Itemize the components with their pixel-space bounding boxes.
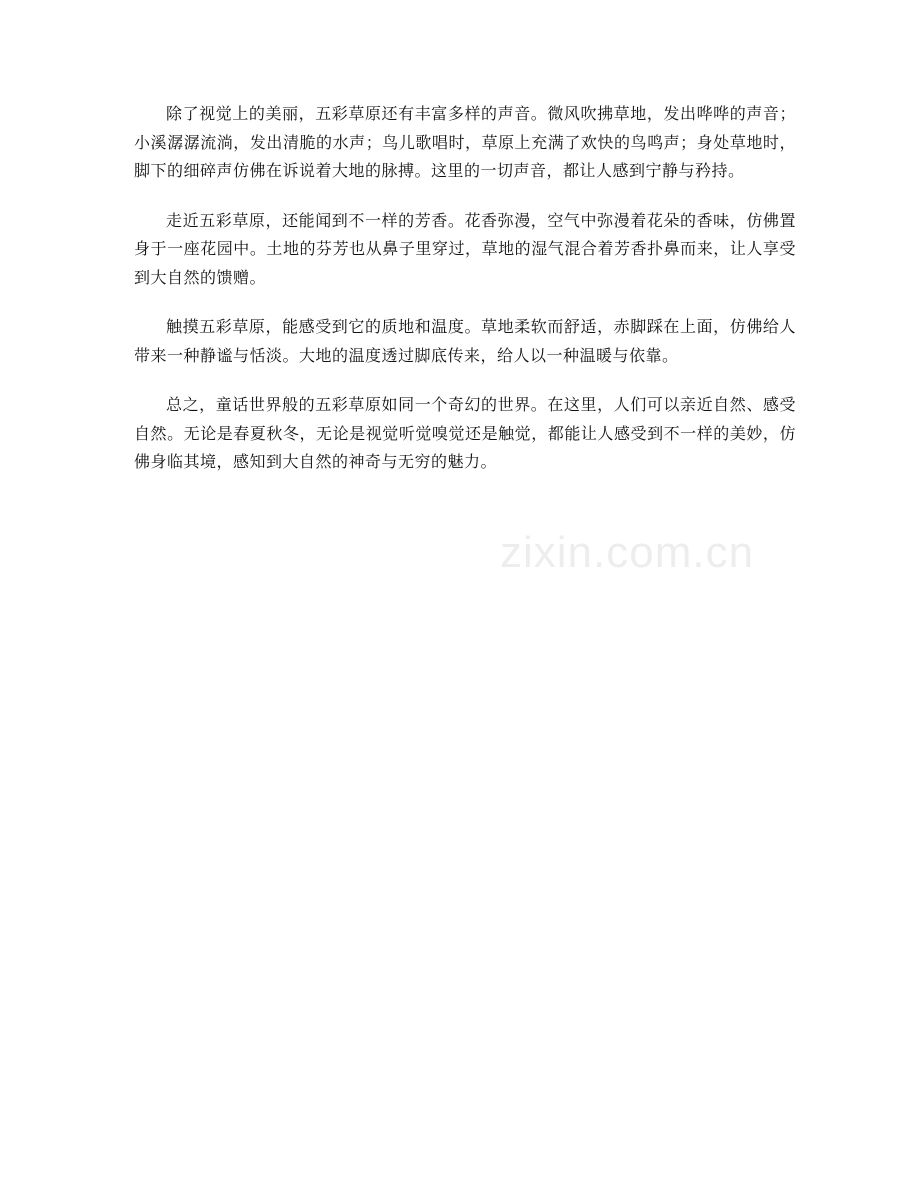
paragraph-touch: 触摸五彩草原，能感受到它的质地和温度。草地柔软而舒适，赤脚踩在上面，仿佛给人带来一种静谧与恬淡。大地的温度透过脚底传来，给人以一种温暖与依靠。: [134, 317, 796, 365]
paragraph-sounds: 除了视觉上的美丽，五彩草原还有丰富多样的声音。微风吹拂草地，发出哗哗的声音；小溪潺潺流淌，发出清脆的水声；鸟儿歌唱时，草原上充满了欢快的鸟鸣声；身处草地时，脚下的细碎声仿佛在诉说着大地的脉搏。这里的一切声音，都让人感到宁静与矜持。: [134, 104, 796, 180]
paragraph-fragrance: 走近五彩草原，还能闻到不一样的芳香。花香弥漫，空气中弥漫着花朵的香味，仿佛置身于一座花园中。土地的芬芳也从鼻子里穿过，草地的湿气混合着芳香扑鼻而来，让人享受到大自然的馈赠。: [134, 210, 796, 287]
watermark: zixin.com.cn: [500, 528, 755, 577]
paragraph-conclusion: 总之，童话世界般的五彩草原如同一个奇幻的世界。在这里，人们可以亲近自然、感受自然。无论是春夏秋冬，无论是视觉听觉嗅觉还是触觉，都能让人感受到不一样的美妙，仿佛身临其境，感知到大自然的神奇与无穷的魅力。: [134, 395, 796, 471]
document-body: [134, 100, 796, 498]
